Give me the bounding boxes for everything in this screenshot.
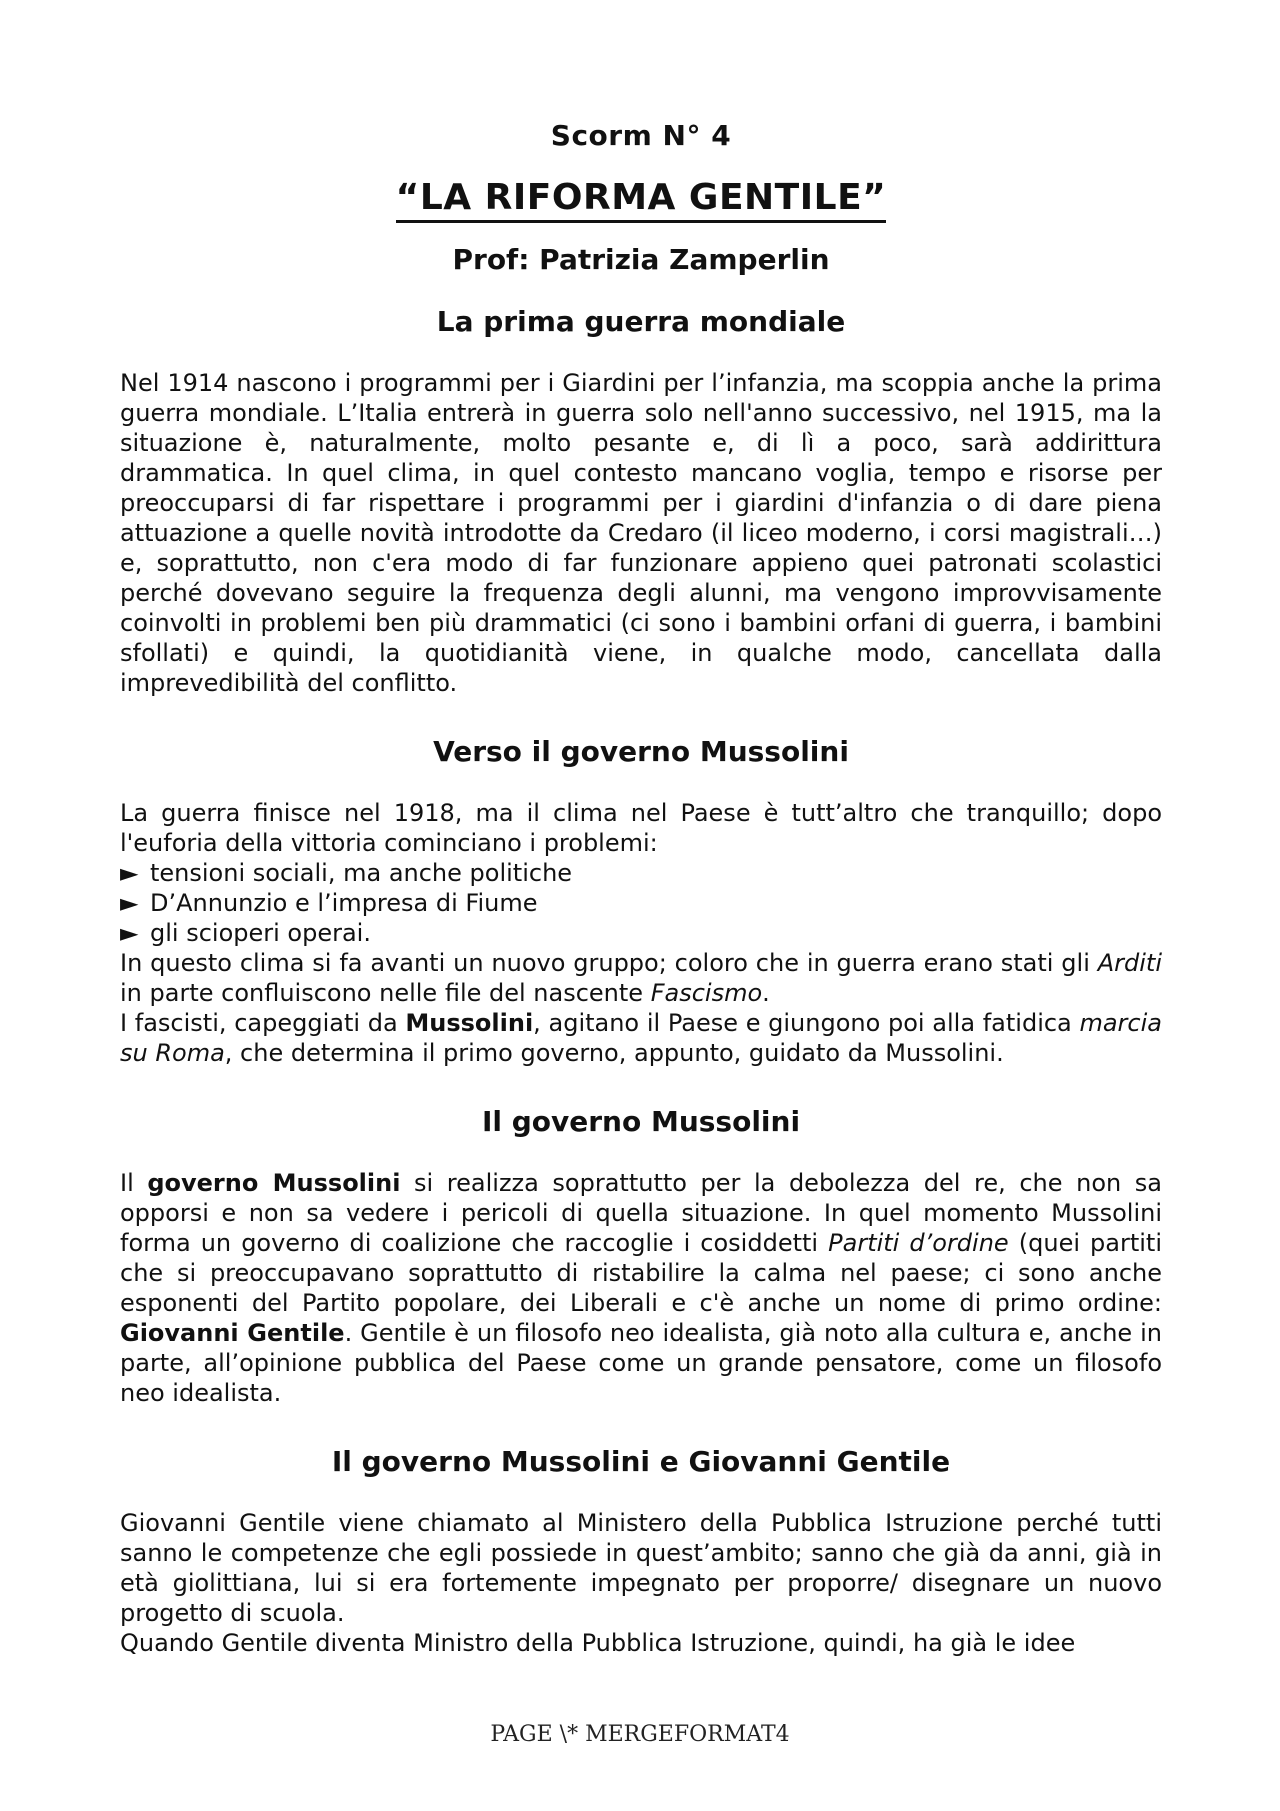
mussolini-term: Mussolini xyxy=(405,1009,534,1037)
paragraph: Giovanni Gentile viene chiamato al Ministero della Pubblica Istruzione perché tutti sanno le competenze che egli possiede in quest’ambito; sanno che già da anni, già in età giolittiana, lui si era fortemente impegnato per proporre/ disegnare un nuovo progetto di scuola. xyxy=(120,1509,1162,1627)
section-heading-prima-guerra: La prima guerra mondiale xyxy=(436,305,846,338)
paragraph-marcia: I fascisti, capeggiati da Mussolini, agitano il Paese e giungono poi alla fatidica marcia su Roma, che determina il primo governo, appunto, guidato da Mussolini. xyxy=(120,1009,1162,1067)
list-item: ► gli scioperi operai. xyxy=(120,919,371,947)
paragraph: Nel 1914 nascono i programmi per i Giardini per l’infanzia, ma scoppia anche la prima guerra mondiale. L’Italia entrerà in guerra solo nell'anno successivo, nel 1915, ma la situazione è, naturalmente, molto pesante e, di lì a poco, sarà addirittura drammatica. In quel clima, in quel contesto mancano voglia, tempo e risorse per preoccuparsi di far rispettare i programmi per i giardini d'infanzia o di dare piena attuazione a quelle novità introdotte da Credaro (il liceo moderno, i corsi magistrali…) e, soprattutto, non c'era modo di far funzionare appieno quei patronati scolastici perché dovevano seguire la frequenza degli alunni, ma vengono improvvisamente coinvolti in problemi ben più drammatici (ci sono i bambini orfani di guerra, i bambini sfollati) e quindi, la quotidianità viene, in qualche modo, cancellata dalla imprevedibilità del conflitto. xyxy=(120,369,1162,697)
scorm-number: Scorm N° 4 xyxy=(550,119,732,152)
arrow-bullet-icon: ► xyxy=(120,859,139,887)
arrow-bullet-icon: ► xyxy=(120,889,139,917)
list-item: ► D’Annunzio e l’impresa di Fiume xyxy=(120,889,538,917)
paragraph-intro: La guerra finisce nel 1918, ma il clima nel Paese è tutt’altro che tranquillo; dopo l'euforia della vittoria cominciano i problemi: xyxy=(120,799,1162,857)
section-prima-guerra xyxy=(120,368,1162,698)
paragraph: Quando Gentile diventa Ministro della Pubblica Istruzione, quindi, ha già le idee xyxy=(120,1629,1076,1657)
arrow-bullet-icon: ► xyxy=(120,919,139,947)
arditi-term: Arditi xyxy=(1097,949,1162,977)
document-body xyxy=(120,116,1162,1658)
partiti-ordine-term: Partiti d’ordine xyxy=(828,1229,1009,1257)
document-title-text: “LA RIFORMA GENTILE” xyxy=(396,177,887,223)
document-title xyxy=(120,172,1162,224)
page-footer: PAGE \* MERGEFORMAT4 xyxy=(490,1722,790,1747)
section-mussolini-gentile xyxy=(120,1508,1162,1658)
list-item: ► tensioni sociali, ma anche politiche xyxy=(120,859,573,887)
section-heading-governo-mussolini: Il governo Mussolini xyxy=(481,1105,801,1138)
paragraph-arditi: In questo clima si fa avanti un nuovo gruppo; coloro che in guerra erano stati gli Arditi in parte confluiscono nelle file del nascente Fascismo. xyxy=(120,949,1162,1007)
section-verso-governo xyxy=(120,798,1162,1068)
fascismo-term: Fascismo xyxy=(650,979,763,1007)
section-governo-mussolini xyxy=(120,1168,1162,1408)
paragraph: Il governo Mussolini si realizza soprattutto per la debolezza del re, che non sa opporsi e non sa vedere i pericoli di quella situazione. In quel momento Mussolini forma un governo di coalizione che raccoglie i cosiddetti Partiti d’ordine (quei partiti che si preoccupavano soprattutto di ristabilire la calma nel paese; ci sono anche esponenti del Partito popolare, dei Liberali e c'è anche un nome di primo ordine: Giovanni Gentile. Gentile è un filosofo neo idealista, già noto alla cultura e, anche in parte, all’opinione pubblica del Paese come un grande pensatore, come un filosofo neo idealista. xyxy=(120,1169,1163,1407)
governo-mussolini-term: governo Mussolini xyxy=(147,1169,401,1197)
section-heading-verso-governo: Verso il governo Mussolini xyxy=(433,735,849,768)
section-heading-mussolini-gentile: Il governo Mussolini e Giovanni Gentile xyxy=(331,1445,951,1478)
author-line: Prof: Patrizia Zamperlin xyxy=(452,243,830,276)
giovanni-gentile-term: Giovanni Gentile xyxy=(120,1319,345,1347)
bullet-list xyxy=(120,858,1162,948)
marcia-term: marcia su Roma xyxy=(120,1009,1162,1067)
